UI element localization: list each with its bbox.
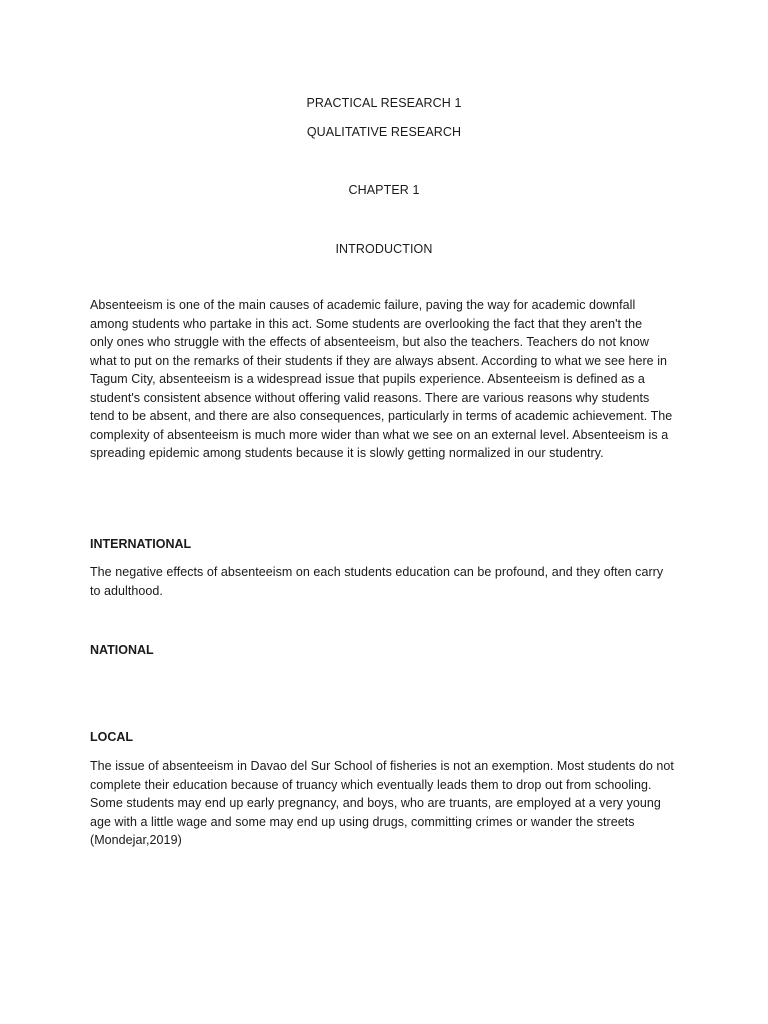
local-heading: LOCAL — [90, 730, 134, 744]
intro-line: Tagum City, absenteeism is a widespread issue that pupils experience. Absenteeism is defined as a — [90, 372, 645, 386]
intro-line: what to put on the remarks of their students if they are always absent. According to what we see here in — [90, 353, 668, 368]
international-line: to adulthood. — [90, 583, 163, 598]
intro-line: tend to be absent, and there are also consequences, particularly in terms of academic achievement. The — [90, 409, 673, 423]
section-title: INTRODUCTION — [335, 242, 433, 256]
intro-paragraph — [90, 296, 682, 463]
local-line: Some students may end up early pregnancy, and boys, who are truants, are employed at a very young — [90, 796, 661, 810]
local-line: The issue of absenteeism in Davao del Sur School of fisheries is not an exemption. Most students do not — [90, 759, 674, 773]
intro-line: complexity of absenteeism is much more wider than what we see on an external level. Absenteeism is a — [90, 427, 669, 442]
local-line: (Mondejar,2019) — [90, 833, 182, 847]
intro-line: among students who partake in this act. Some students are overlooking the fact that they aren't the — [90, 316, 643, 331]
intro-line: Absenteeism is one of the main causes of academic failure, paving the way for academic downfall — [90, 298, 636, 312]
international-heading: INTERNATIONAL — [90, 537, 192, 551]
course-title: PRACTICAL RESEARCH 1 — [306, 96, 462, 110]
research-type: QUALITATIVE RESEARCH — [306, 125, 462, 139]
international-paragraph — [90, 563, 682, 600]
intro-line: only ones who struggle with the effects of absenteeism, but also the teachers. Teachers do not know — [90, 335, 649, 349]
intro-line: spreading epidemic among students because it is slowly getting normalized in our studentry. — [90, 446, 604, 460]
international-line: The negative effects of absenteeism on each students education can be profound, and they often carry — [90, 565, 664, 579]
national-heading: NATIONAL — [90, 643, 154, 657]
intro-line: student's consistent absence without offering valid reasons. There are various reasons why students — [90, 390, 650, 405]
local-paragraph — [90, 757, 682, 850]
local-line: age with a little wage and some may end up using drugs, committing crimes or wander the streets — [90, 814, 635, 829]
chapter-title: CHAPTER 1 — [348, 183, 420, 197]
local-line: complete their education because of truancy which eventually leads them to drop out from schooling. — [90, 777, 652, 792]
